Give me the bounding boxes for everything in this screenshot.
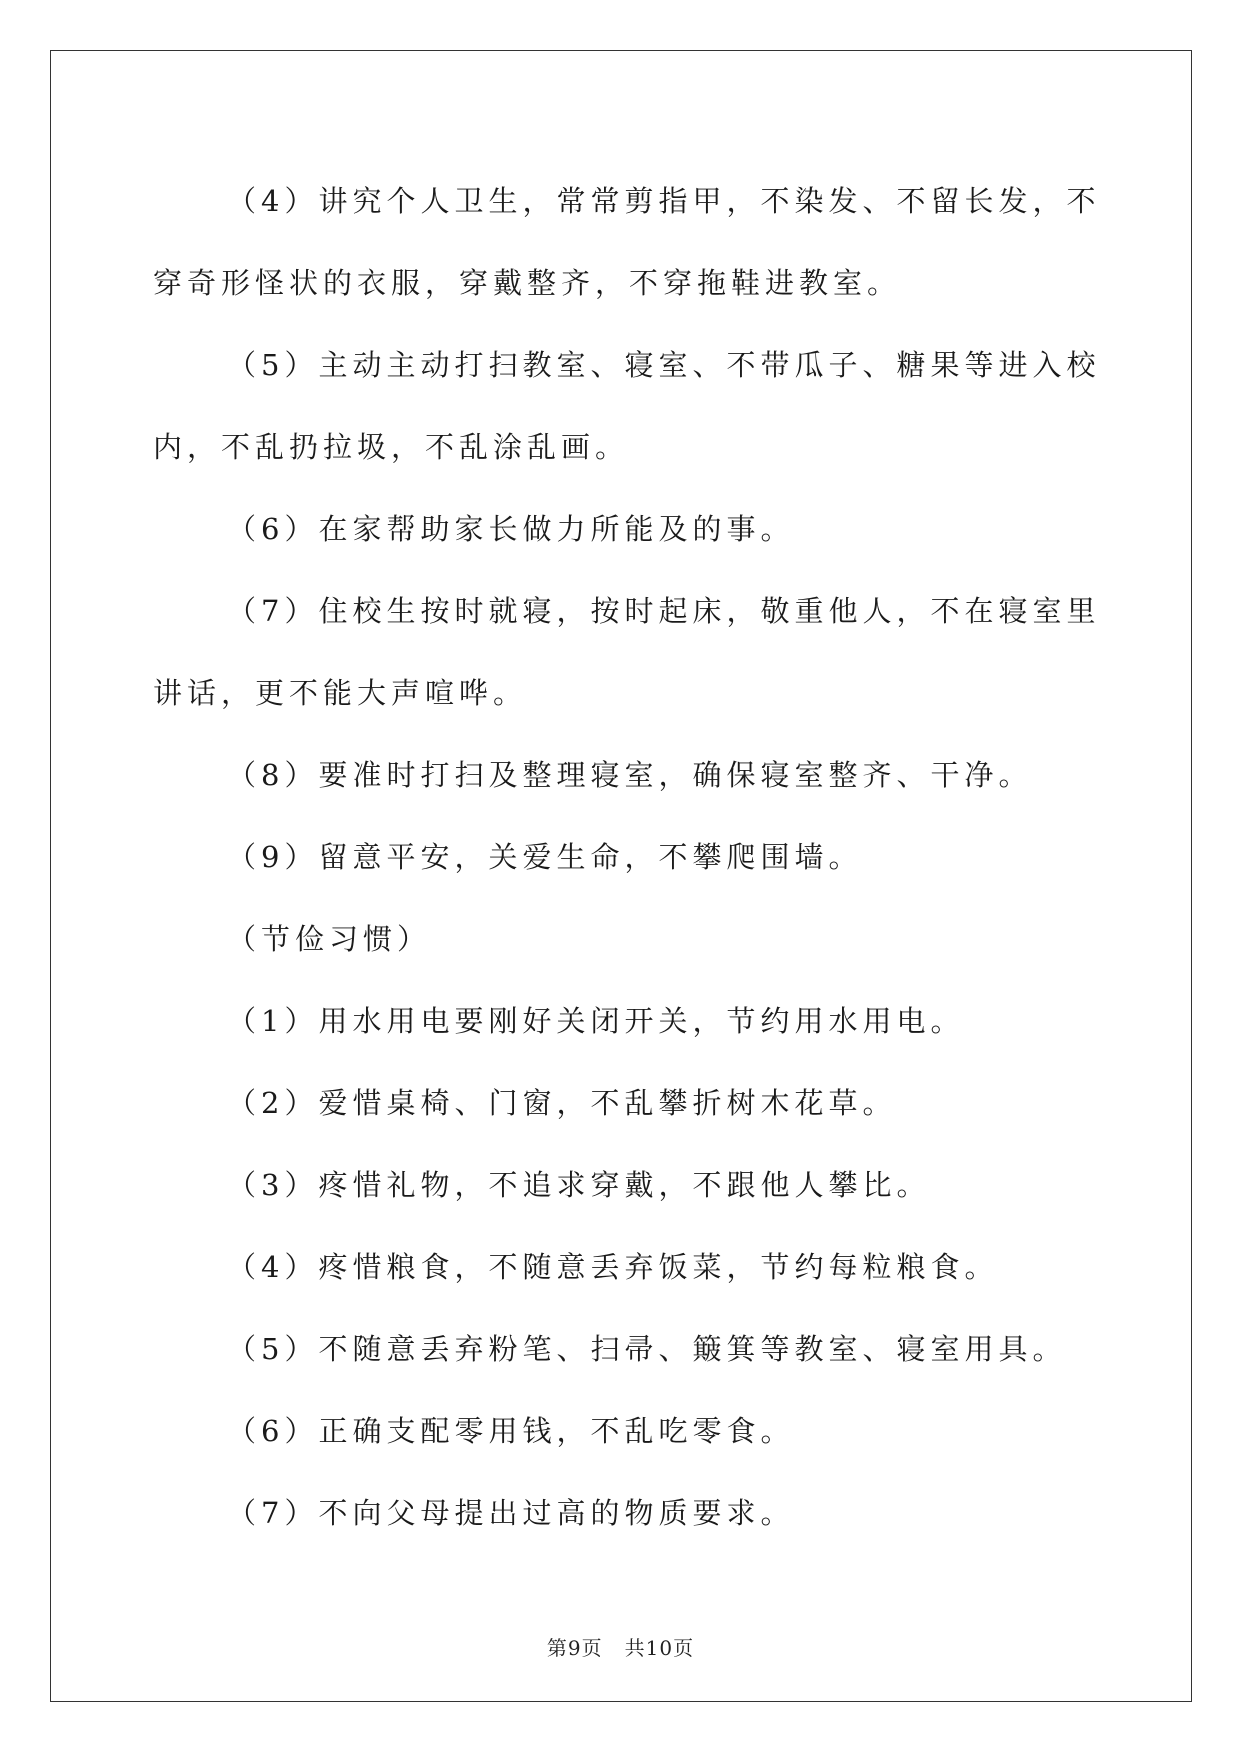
document-body bbox=[153, 160, 1113, 1554]
page-footer bbox=[0, 1632, 1241, 1661]
paragraph-boarding: （7）住校生按时就寝，按时起床，敬重他人，不在寝室里讲话，更不能大声喧哗。 bbox=[153, 594, 1101, 710]
paragraph-demands: （7）不向父母提出过高的物质要求。 bbox=[227, 1496, 795, 1530]
paragraph-food: （4）疼惜粮食，不随意丢弃饭菜，节约每粒粮食。 bbox=[227, 1250, 999, 1284]
section-heading-thrift: （节俭习惯） bbox=[227, 922, 432, 956]
paragraph-hygiene: （4）讲究个人卫生，常常剪指甲，不染发、不留长发，不穿奇形怪状的衣服，穿戴整齐，不穿拖鞋进教室。 bbox=[153, 184, 1101, 300]
paragraph-gifts: （3）疼惜礼物，不追求穿戴，不跟他人攀比。 bbox=[227, 1168, 931, 1202]
paragraph-pocket-money: （6）正确支配零用钱，不乱吃零食。 bbox=[227, 1414, 795, 1448]
page-number-total: 共10页 bbox=[624, 1636, 695, 1660]
paragraph-water-power: （1）用水用电要刚好关闭开关，节约用水用电。 bbox=[227, 1004, 965, 1038]
page-number-current: 第9页 bbox=[546, 1636, 603, 1660]
paragraph-supplies: （5）不随意丢弃粉笔、扫帚、簸箕等教室、寝室用具。 bbox=[227, 1332, 1067, 1366]
paragraph-safety: （9）留意平安，关爱生命，不攀爬围墙。 bbox=[227, 840, 863, 874]
paragraph-cleaning: （5）主动主动打扫教室、寝室、不带瓜子、糖果等进入校内，不乱扔拉圾，不乱涂乱画。 bbox=[153, 348, 1101, 464]
paragraph-furniture: （2）爱惜桌椅、门窗，不乱攀折树木花草。 bbox=[227, 1086, 897, 1120]
paragraph-dorm-tidy: （8）要准时打扫及整理寝室，确保寝室整齐、干净。 bbox=[227, 758, 1033, 792]
paragraph-home-help: （6）在家帮助家长做力所能及的事。 bbox=[227, 512, 795, 546]
